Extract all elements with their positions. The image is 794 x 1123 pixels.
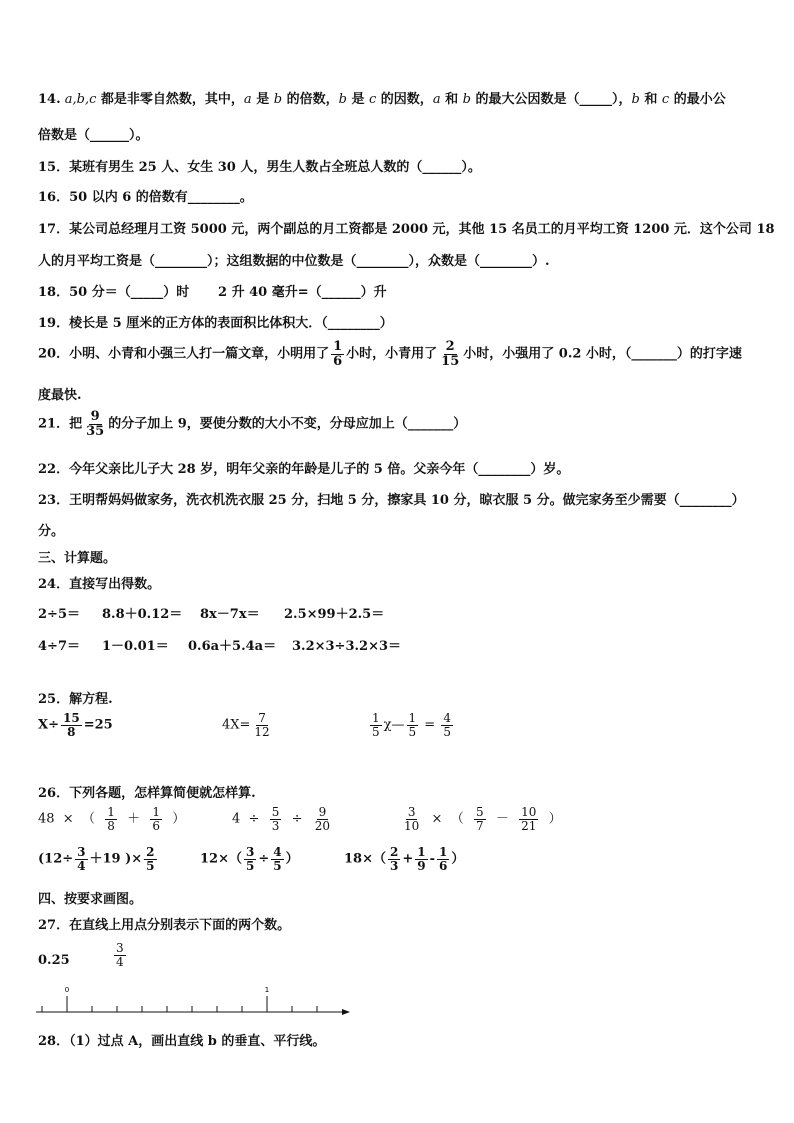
- denominator: 7: [475, 818, 484, 833]
- q26-expr-1: [38, 806, 185, 832]
- q20-text: 小时，小青用了: [346, 346, 438, 362]
- question-14-line1: [38, 88, 726, 107]
- q20-fraction-2: [439, 340, 461, 368]
- question-17-line2: 人的月平均工资是（________）；这组数据的中位数是（________），众数是（________）.: [38, 254, 550, 269]
- numerator: 5: [475, 805, 484, 819]
- eq-text: 4X=: [222, 717, 251, 733]
- numerator: 3: [245, 845, 255, 859]
- question-18a: 18．50 分＝（_____）时: [38, 285, 190, 300]
- q25-equation-3: [368, 712, 455, 738]
- eq-text: =: [420, 717, 440, 733]
- q14-vars: a,b,c: [64, 92, 97, 107]
- fraction: [437, 846, 449, 872]
- q14-text: 和: [639, 92, 662, 107]
- denominator: 4: [116, 954, 124, 969]
- numerator: 3: [77, 845, 86, 859]
- denominator: 6: [152, 818, 161, 833]
- denominator: 9: [417, 858, 426, 873]
- question-27-title: 27．在直线上用点分别表示下面的两个数。: [38, 918, 291, 933]
- q26-expr-4: [38, 846, 159, 872]
- q14-text: 的因数，: [376, 92, 433, 107]
- q14-text: 是: [251, 92, 274, 107]
- fraction: [402, 806, 421, 832]
- expr-text: ＋19 )×: [89, 851, 143, 867]
- fraction: [114, 942, 126, 968]
- fraction: [270, 806, 282, 832]
- q14-text: 都是非零自然数，其中，: [96, 92, 244, 107]
- denominator: 10: [404, 818, 420, 833]
- question-21: [38, 410, 466, 438]
- tick-label-0: 0: [64, 986, 70, 994]
- expr-text: ）: [164, 811, 186, 827]
- question-26-title: 26．下列各题，怎样算简便就怎样算.: [38, 786, 256, 801]
- q14-var: b: [338, 92, 347, 107]
- question-24-title: 24．直接写出得数。: [38, 577, 161, 592]
- numerator: 2: [445, 339, 455, 354]
- fraction: [61, 712, 82, 738]
- q24-item: 8x－7x＝: [200, 607, 260, 622]
- denominator: 5: [273, 858, 282, 873]
- q14-var: c: [369, 92, 377, 107]
- expr-text: ）: [451, 851, 465, 867]
- numerator: 1: [333, 339, 343, 354]
- q24-item: 4÷7＝: [38, 639, 80, 654]
- q26-expr-3: [400, 806, 562, 832]
- q20-fraction-1: [331, 340, 344, 368]
- question-28: 28．（1）过点 A，画出直线 b 的垂直、平行线。: [38, 1034, 326, 1049]
- q14-text: 的最小公: [669, 92, 726, 107]
- numerator: 15: [62, 711, 80, 725]
- q26-expr-6: [344, 846, 464, 872]
- fraction: [313, 806, 332, 832]
- expr-text: 4 ÷: [232, 811, 268, 827]
- numerator: 1: [408, 711, 417, 725]
- question-19: 19．棱长是 5 厘米的正方体的表面积比体积大．（________）: [38, 316, 393, 331]
- fraction: [415, 846, 427, 872]
- question-20-line2: 度最快.: [38, 388, 82, 403]
- numerator: 3: [407, 805, 416, 819]
- fraction: [407, 712, 419, 738]
- expr-text: ）: [540, 811, 562, 827]
- denominator: 5: [146, 858, 155, 873]
- denominator: 5: [372, 724, 380, 739]
- question-16: 16．50 以内 6 的倍数有________。: [38, 190, 253, 205]
- q21-fraction: [84, 410, 106, 438]
- numerator: 2: [146, 845, 155, 859]
- q14-var: b: [631, 92, 640, 107]
- q24-item: 2.5×99＋2.5＝: [284, 607, 385, 622]
- fraction: [271, 846, 283, 872]
- fraction: [252, 712, 271, 738]
- fraction: [244, 846, 256, 872]
- number-line-arrow: [342, 1009, 350, 1015]
- q24-item: 1－0.01＝: [102, 639, 169, 654]
- numerator: 10: [521, 805, 537, 819]
- q20-text: 小时，小强用了 0.2 小时，（_______）的打字速: [463, 346, 742, 362]
- q14-text: 的最大公因数是（_____），: [470, 92, 632, 107]
- q25-equation-2: [222, 712, 274, 738]
- q21-text: 的分子加上 9，要使分数的大小不变，分母应加上（_______）: [108, 416, 467, 432]
- denominator: 3: [389, 858, 399, 873]
- q20-text: 20．小明、小青和小强三人打一篇文章，小明用了: [38, 346, 330, 362]
- number-line[interactable]: [34, 982, 354, 1022]
- q27-value-fraction: [112, 942, 128, 968]
- expr-text: ＋: [118, 811, 149, 827]
- fraction: [388, 846, 400, 872]
- numerator: 1: [417, 845, 426, 859]
- expr-text: 12×（: [200, 851, 242, 867]
- q14-var: c: [661, 92, 670, 107]
- q14-text: 和: [440, 92, 463, 107]
- expr-text: 48 × （: [38, 811, 104, 827]
- expr-text: ）: [285, 851, 299, 867]
- eq-text: =25: [83, 717, 113, 733]
- fraction: [370, 712, 382, 738]
- q26-expr-2: [232, 806, 334, 832]
- q14-number: 14.: [38, 92, 61, 107]
- expr-text: × （: [423, 811, 472, 827]
- expr-text: 18×（: [344, 851, 386, 867]
- fraction: [441, 712, 453, 738]
- denominator: 6: [439, 858, 448, 873]
- expr-text: ÷: [283, 811, 311, 827]
- q26-expr-5: [200, 846, 299, 872]
- denominator: 5: [408, 724, 417, 739]
- numerator: 9: [318, 805, 327, 819]
- section-3-heading: 三、计算题。: [38, 551, 117, 566]
- eq-text: X÷: [38, 717, 59, 733]
- numerator: 1: [152, 805, 161, 819]
- expr-text: (12÷: [38, 851, 74, 867]
- q14-var: a: [243, 92, 252, 107]
- q14-var: b: [273, 92, 283, 107]
- denominator: 21: [521, 818, 537, 833]
- expr-text: -: [429, 851, 436, 867]
- question-15: 15．某班有男生 25 人、女生 30 人，男生人数占全班总人数的（______）。: [38, 160, 481, 175]
- numerator: 1: [107, 805, 115, 819]
- q24-item: 3.2×3÷3.2×3＝: [292, 639, 402, 654]
- denominator: 15: [441, 353, 460, 369]
- numerator: 9: [90, 409, 100, 424]
- numerator: 1: [372, 711, 380, 725]
- fraction: [144, 846, 156, 872]
- question-23-line1: 23．王明帮妈妈做家务，洗衣机洗衣服 25 分，扫地 5 分，擦家具 10 分，晾衣服 5 分。做完家务至少需要（________）: [38, 493, 745, 508]
- denominator: 3: [271, 818, 280, 833]
- q27-value-decimal: 0.25: [38, 953, 70, 968]
- q21-text: 21．把: [38, 416, 83, 432]
- fraction: [105, 806, 117, 832]
- question-20-line1: [38, 340, 742, 368]
- q14-var: b: [462, 92, 471, 107]
- question-14-line2: 倍数是（______）。: [38, 128, 149, 143]
- fraction: [75, 846, 87, 872]
- numerator: 7: [258, 711, 266, 725]
- q24-item: 8.8＋0.12＝: [102, 607, 183, 622]
- denominator: 12: [254, 724, 270, 739]
- q24-item: 0.6a＋5.4a＝: [188, 639, 277, 654]
- question-18b: 2 升 40 毫升=（______）升: [218, 285, 387, 300]
- numerator: 4: [273, 845, 282, 859]
- denominator: 5: [443, 724, 451, 739]
- q25-equation-1: [38, 712, 113, 738]
- expr-text: +: [402, 851, 414, 867]
- denominator: 35: [86, 423, 105, 439]
- denominator: 4: [77, 858, 86, 873]
- expr-text: －: [487, 811, 518, 827]
- numerator: 1: [439, 845, 448, 859]
- denominator: 8: [67, 724, 76, 739]
- fraction: [150, 806, 162, 832]
- numerator: 5: [271, 805, 280, 819]
- q24-item: 2÷5＝: [38, 607, 80, 622]
- expr-text: ÷: [258, 851, 270, 867]
- denominator: 8: [107, 818, 115, 833]
- question-22: 22．今年父亲比儿子大 28 岁，明年父亲的年龄是儿子的 5 倍。父亲今年（________）岁。: [38, 462, 570, 477]
- eq-text: χ—: [383, 717, 405, 733]
- numerator: 2: [389, 845, 399, 859]
- fraction: [474, 806, 486, 832]
- question-23-line2: 分。: [38, 524, 65, 539]
- question-25-title: 25．解方程.: [38, 692, 113, 707]
- denominator: 5: [245, 858, 255, 873]
- tick-label-1: 1: [264, 986, 270, 994]
- question-17-line1: 17．某公司总经理月工资 5000 元，两个副总的月工资都是 2000 元，其他 15 名员工的月平均工资 1200 元．这个公司 18: [38, 222, 775, 237]
- numerator: 4: [443, 711, 451, 725]
- q14-text: 的倍数，: [282, 92, 339, 107]
- denominator: 6: [333, 353, 343, 369]
- numerator: 3: [116, 941, 124, 955]
- denominator: 20: [314, 818, 331, 833]
- fraction: [519, 806, 538, 832]
- q14-var: a: [432, 92, 441, 107]
- q14-text: 是: [346, 92, 369, 107]
- section-4-heading: 四、按要求画图。: [38, 892, 143, 907]
- number-line-ticks: [42, 996, 317, 1012]
